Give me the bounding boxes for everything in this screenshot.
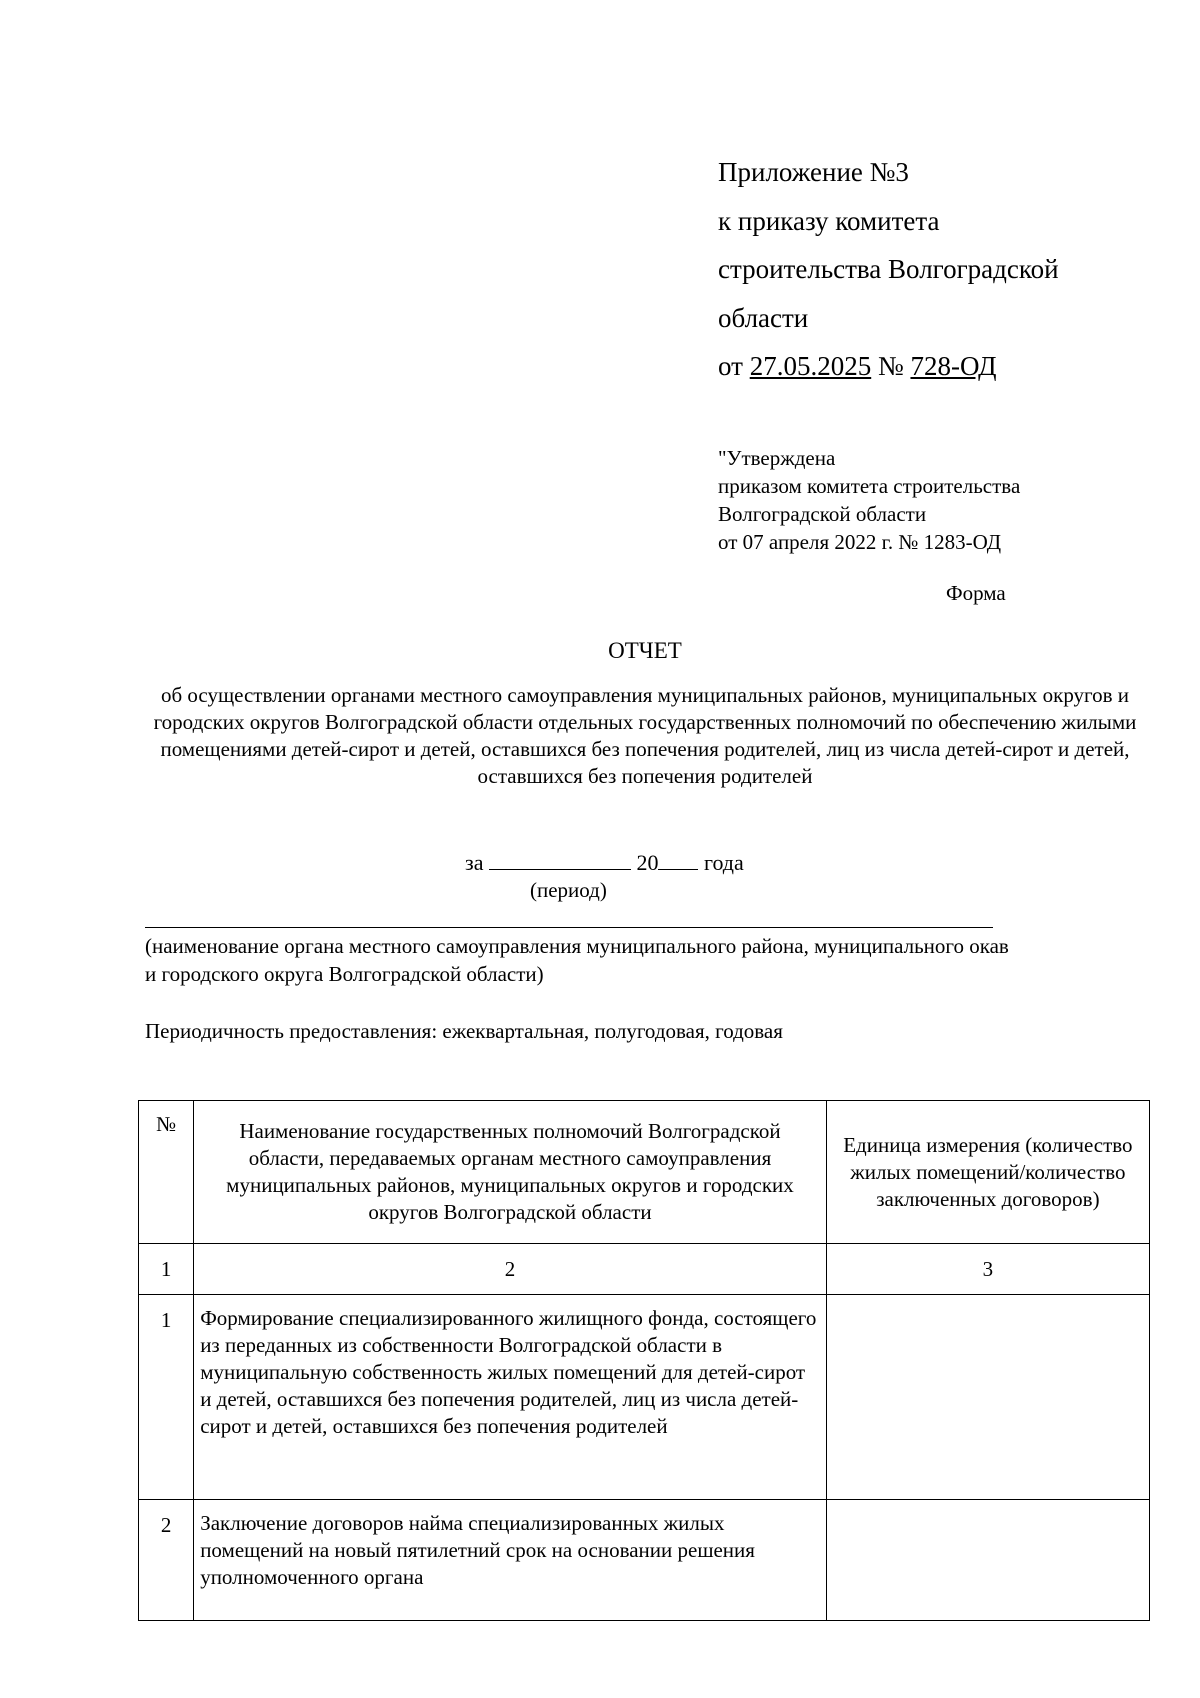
report-table (138, 1100, 1150, 1621)
appendix-number-sign: № (871, 351, 911, 381)
approval-line-2: приказом комитета строительства (718, 474, 1021, 498)
periodicity-text: Периодичность предоставления: ежеквартальная, полугодовая, годовая (145, 1019, 783, 1043)
approval-block (718, 444, 1020, 556)
row-number: 2 (139, 1500, 194, 1621)
appendix-date: 27.05.2025 (749, 351, 872, 381)
period-blank[interactable] (489, 868, 631, 870)
appendix-line-1: Приложение №3 (718, 157, 909, 187)
row-value-cell[interactable] (826, 1295, 1149, 1500)
report-subtitle: об осуществлении органами местного самоуправления муниципальных районов, муниципальных округов и городских округов Волгоградской области отдельных государственных полномочий по обеспечению жилыми помещениями детей-сирот и детей, оставшихся без попечения родителей, лиц из числа детей-сирот и детей, оставшихся без попечения родителей (153, 683, 1137, 788)
approval-line-4: от 07 апреля 2022 г. № 1283-ОД (718, 530, 1002, 554)
header-number: № (139, 1101, 194, 1244)
header-powers: Наименование государственных полномочий Волгоградской области, передаваемых органам местного самоуправления муниципальных районов, муниципальных округов и городских округов Волгоградской области (194, 1101, 827, 1244)
org-caption-line-1: (наименование органа местного самоуправления муниципального района, муниципального окав (145, 934, 1009, 958)
org-caption (145, 932, 1009, 988)
numbering-cell-1: 1 (139, 1244, 194, 1295)
table-header-row (139, 1101, 1150, 1244)
row-value-cell[interactable] (826, 1500, 1149, 1621)
period-line (465, 850, 744, 876)
table-numbering-row (139, 1244, 1150, 1295)
appendix-line-2: к приказу комитета (718, 205, 940, 236)
period-suffix: года (703, 850, 744, 875)
numbering-cell-3: 3 (826, 1244, 1149, 1295)
approval-line-1: "Утверждена (718, 446, 836, 470)
year-blank[interactable] (658, 868, 698, 870)
period-year-prefix: 20 (636, 850, 659, 875)
appendix-line-4: области (718, 302, 809, 333)
period-prefix: за (465, 850, 484, 875)
table-row (139, 1295, 1150, 1500)
appendix-line-3: строительства Волгоградской (718, 254, 1059, 284)
report-title: ОТЧЕТ (608, 638, 682, 663)
period-caption: (период) (530, 878, 607, 902)
row-number: 1 (139, 1295, 194, 1500)
appendix-date-prefix: от (718, 351, 750, 381)
table-row (139, 1500, 1150, 1621)
approval-line-3: Волгоградской области (718, 502, 927, 526)
row-text: Формирование специализированного жилищного фонда, состоящего из переданных из собственности Волгоградской области в муниципальную собственность жилых помещений для детей-сирот и детей, оставшихся без попечения родителей, лиц из числа детей-сирот и детей, оставшихся без попечения родителей (194, 1295, 827, 1500)
form-label: Форма (946, 581, 1006, 605)
appendix-block (718, 148, 1059, 391)
org-name-blank-line[interactable] (145, 927, 993, 928)
numbering-cell-2: 2 (194, 1244, 827, 1295)
header-unit: Единица измерения (количество жилых помещений/количество заключенных договоров) (826, 1101, 1149, 1244)
row-text: Заключение договоров найма специализированных жилых помещений на новый пятилетний срок на основании решения уполномоченного органа (194, 1500, 827, 1621)
org-caption-line-2: и городского округа Волгоградской области) (145, 962, 544, 986)
appendix-date-line (718, 342, 1059, 391)
appendix-number: 728-ОД (910, 351, 997, 381)
